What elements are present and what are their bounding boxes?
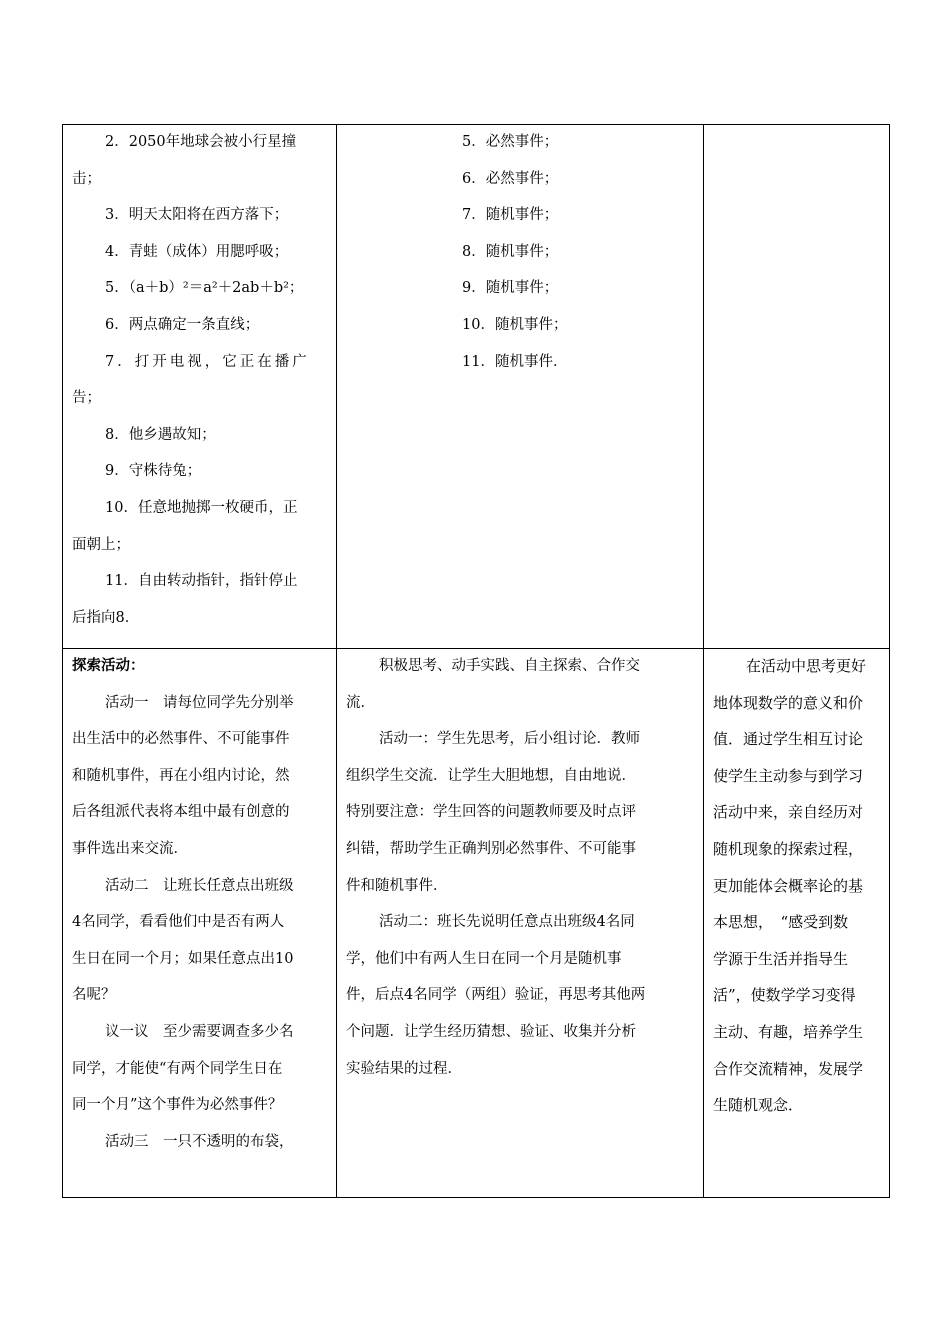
activity-line: 议一议 至少需要调查多少名: [105, 1023, 294, 1040]
student-activity-line: 组织学生交流．让学生大胆地想，自由地说．: [346, 767, 636, 784]
intent-line: 地体现数学的意义和价: [713, 693, 864, 712]
activity-line: 同学，才能使“有两个同学生日在: [72, 1060, 283, 1077]
student-activity-line: 积极思考、动手实践、自主探索、合作交: [379, 658, 640, 674]
answer-item-9: 9．随机事件；: [462, 280, 559, 297]
activity-line: 出生活中的必然事件、不可能事件: [72, 731, 290, 748]
event-item-7-cont: 告；: [72, 390, 101, 407]
answer-item-8: 8．随机事件；: [462, 243, 559, 260]
intent-line: 在活动中思考更好: [746, 657, 867, 675]
intent-line: 活”，使数学学习变得: [713, 986, 856, 1005]
row1-mid-cell: [462, 124, 682, 380]
activity-line: 后各组派代表将本组中最有创意的: [72, 804, 290, 821]
intent-line: 生随机观念．: [713, 1096, 804, 1115]
activity-line: 同一个月”这个事件为必然事件？: [72, 1097, 283, 1114]
table-border-left: [62, 124, 63, 1198]
table-border-right: [889, 124, 890, 1198]
explore-heading: 探索活动：: [72, 657, 145, 674]
intent-line: 合作交流精神，发展学: [713, 1059, 864, 1078]
activity-line: 和随机事件，再在小组内讨论，然: [72, 767, 290, 784]
student-activity-line: 实验结果的过程．: [346, 1060, 462, 1077]
student-activity-line: 学，他们中有两人生日在同一个月是随机事: [346, 950, 622, 967]
activity-line: 4名同学，看看他们中是否有两人: [72, 914, 285, 931]
event-item-10-cont: 面朝上；: [72, 536, 130, 553]
activity-line: 事件选出来交流．: [72, 840, 188, 857]
event-item-10: 10．任意地抛掷一枚硬币，正: [105, 499, 298, 516]
intent-line: 主动、有趣，培养学生: [713, 1022, 864, 1041]
intent-line: 值．通过学生相互讨论: [713, 730, 864, 749]
event-item-11: 11．自由转动指针，指针停止: [105, 573, 298, 590]
student-activity-line: 纠错，帮助学生正确判别必然事件、不可能事: [346, 840, 636, 857]
row2-mid-cell: [346, 648, 696, 1087]
activity-line: 名呢？: [72, 987, 116, 1004]
table-divider-1: [336, 124, 337, 1198]
answer-item-10: 10．随机事件；: [462, 316, 568, 333]
student-activity-line: 活动一：学生先思考，后小组讨论．教师: [379, 731, 640, 748]
student-activity-line: 特别要注意：学生回答的问题教师要及时点评: [346, 804, 636, 821]
row2-right-cell: [713, 648, 885, 1124]
intent-line: 随机现象的探索过程，: [713, 839, 864, 858]
event-item-5: 5．（a＋b）²＝a²＋2ab＋b²；: [105, 280, 304, 297]
event-item-8: 8．他乡遇故知；: [105, 426, 216, 443]
event-item-11-cont: 后指向8．: [72, 609, 140, 626]
activity-line: 活动三 一只不透明的布袋，: [105, 1133, 294, 1150]
intent-line: 本思想， “感受到数: [713, 913, 849, 932]
student-activity-line: 个问题．让学生经历猜想、验证、收集并分析: [346, 1023, 636, 1040]
event-item-7: 7．打开电视，它正在播广: [105, 353, 310, 370]
event-item-4: 4．青蛙（成体）用腮呼吸；: [105, 243, 289, 260]
student-activity-line: 件和随机事件．: [346, 877, 448, 894]
table-border-bottom: [62, 1197, 890, 1198]
event-item-9: 9．守株待兔；: [105, 463, 202, 480]
answer-item-11: 11．随机事件．: [462, 353, 568, 370]
intent-line: 活动中来，亲自经历对: [713, 803, 864, 822]
event-item-2: 2．2050年地球会被小行星撞: [105, 134, 297, 150]
student-activity-line: 活动二：班长先说明任意点出班级4名同: [379, 914, 635, 931]
row2-left-cell: [72, 648, 330, 1160]
student-activity-line: 流．: [346, 694, 375, 711]
event-item-6: 6．两点确定一条直线；: [105, 316, 260, 333]
table-divider-2: [703, 124, 704, 1198]
intent-line: 使学生主动参与到学习: [713, 766, 864, 785]
answer-item-6: 6．必然事件；: [462, 170, 559, 187]
activity-line: 生日在同一个月；如果任意点出10: [72, 950, 294, 967]
answer-item-7: 7．随机事件；: [462, 207, 559, 224]
intent-line: 学源于生活并指导生: [713, 949, 849, 968]
row1-left-cell: [72, 124, 330, 636]
activity-line: 活动一 请每位同学先分别举: [105, 694, 294, 711]
event-item-3: 3．明天太阳将在西方落下；: [105, 207, 289, 224]
answer-item-5: 5．必然事件；: [462, 134, 559, 150]
student-activity-line: 件，后点4名同学（两组）验证，再思考其他两: [346, 987, 646, 1004]
intent-line: 更加能体会概率论的基: [713, 876, 864, 895]
event-item-2-cont: 击；: [72, 170, 101, 187]
activity-line: 活动二 让班长任意点出班级: [105, 877, 294, 894]
